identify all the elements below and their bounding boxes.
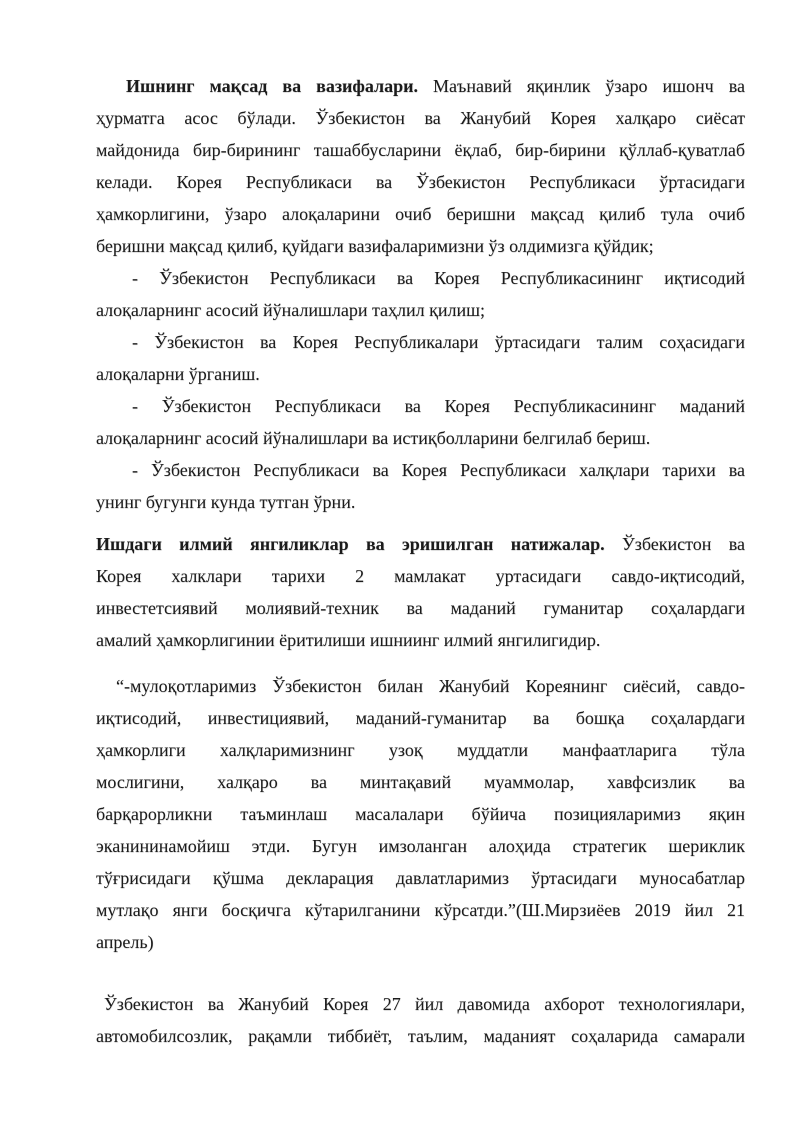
text-run: амалий ҳамкорлигинии ёритилиши ишниинг илмий янгилигидир. xyxy=(96,630,601,650)
text-line xyxy=(96,560,745,592)
text-run: иқтисодий, инвестициявий, маданий-гуманитар ва бошқа соҳалардаги xyxy=(96,708,745,728)
scientific-novelty-paragraph xyxy=(96,528,745,656)
text-line xyxy=(96,894,745,926)
text-line xyxy=(96,988,745,1020)
text-line xyxy=(96,528,745,560)
text-line xyxy=(96,166,745,198)
text-line xyxy=(96,830,745,862)
text-run: - Ўзбекистон Республикаси ва Корея Республикасининг иқтисодий xyxy=(132,268,745,288)
text-run: - Ўзбекистон Республикаси ва Корея Республикасининг маданий xyxy=(132,396,745,416)
text-line xyxy=(96,670,745,702)
text-line xyxy=(96,230,745,262)
text-line xyxy=(96,592,745,624)
text-line xyxy=(96,390,745,422)
text-run: ҳурматга асос бўлади. Ўзбекистон ва Жанубий Корея халқаро сиёсат xyxy=(96,108,745,128)
text-run: - Ўзбекистон Республикаси ва Корея Республикаси халқлари тарихи ва xyxy=(132,460,745,480)
task-list-item-2 xyxy=(96,326,745,390)
text-line xyxy=(96,422,745,454)
text-line xyxy=(96,326,745,358)
text-line xyxy=(96,702,745,734)
intro-paragraph xyxy=(96,70,745,262)
text-run: апрель) xyxy=(96,932,154,952)
text-run: беришни мақсад қилиб, қуйдаги вазифаларимизни ўз олдимизга қўйдик; xyxy=(96,236,654,256)
text-line xyxy=(96,624,745,656)
text-run: мутлақо янги босқичга кўтарилганини кўрсатди.”(Ш.Мирзиёев 2019 йил 21 xyxy=(96,900,745,920)
text-line xyxy=(96,734,745,766)
text-run: эканининамойиш этди. Бугун имзоланган алоҳида стратегик шериклик xyxy=(96,836,745,856)
task-list-item-4 xyxy=(96,454,745,518)
cooperation-paragraph xyxy=(96,988,745,1052)
text-run: инвестетсиявий молиявий-техник ва маданий гуманитар соҳалардаги xyxy=(96,598,745,618)
text-run: Корея халклари тарихи 2 мамлакат уртасидаги савдо-иқтисодий, xyxy=(96,566,745,586)
text-line xyxy=(96,486,745,518)
task-list-item-1 xyxy=(96,262,745,326)
text-run: алоқаларни ўрганиш. xyxy=(96,364,260,384)
text-run: - Ўзбекистон ва Корея Республикалари ўртасидаги талим соҳасидаги xyxy=(132,332,745,352)
text-run: Ўзбекистон ва xyxy=(604,534,745,554)
text-line xyxy=(96,262,745,294)
text-run: келади. Корея Республикаси ва Ўзбекистон Республикаси ўртасидаги xyxy=(96,172,745,192)
text-run: ҳамкорлиги халқларимизнинг узоқ муддатли манфаатларига тўла xyxy=(96,740,745,760)
text-run: алоқаларнинг асосий йўналишлари таҳлил қилиш; xyxy=(96,300,485,320)
text-run: алоқаларнинг асосий йўналишлари ва истиқболларини белгилаб бериш. xyxy=(96,428,651,448)
task-list-item-3 xyxy=(96,390,745,454)
text-run: майдонида бир-бирининг ташаббусларини ёқлаб, бир-бирини қўллаб-қуватлаб xyxy=(96,140,745,160)
text-run: автомобилсозлик, рақамли тиббиёт, таълим, маданият соҳаларида самарали xyxy=(96,1026,745,1046)
text-line xyxy=(96,102,745,134)
bold-text-run: Ишдаги илмий янгиликлар ва эришилган натижалар. xyxy=(96,534,605,554)
text-line xyxy=(96,766,745,798)
text-line xyxy=(96,926,745,958)
text-run: тўғрисидаги қўшма декларация давлатларимиз ўртасидаги муносабатлар xyxy=(96,868,745,888)
text-line xyxy=(96,294,745,326)
bold-text-run: Ишнинг мақсад ва вазифалари. xyxy=(126,76,419,96)
text-run: барқарорликни таъминлаш масалалари бўйича позицияларимиз яқин xyxy=(96,804,745,824)
text-line xyxy=(96,358,745,390)
text-line xyxy=(96,798,745,830)
text-run: мослигини, халқаро ва минтақавий муаммолар, хавфсизлик ва xyxy=(96,772,745,792)
text-line xyxy=(96,454,745,486)
text-run: ҳамкорлигини, ўзаро алоқаларини очиб беришни мақсад қилиб тула очиб xyxy=(96,204,745,224)
text-run: Ўзбекистон ва Жанубий Корея 27 йил давомида ахборот технологиялари, xyxy=(104,994,745,1014)
text-line xyxy=(96,198,745,230)
quote-paragraph xyxy=(96,670,745,958)
text-line xyxy=(96,134,745,166)
text-run: унинг бугунги кунда тутган ўрни. xyxy=(96,492,356,512)
text-line xyxy=(96,862,745,894)
text-line xyxy=(96,70,745,102)
text-line xyxy=(96,1020,745,1052)
text-run: Маънавий яқинлик ўзаро ишонч ва xyxy=(418,76,745,96)
text-run: “-мулоқотларимиз Ўзбекистон билан Жанубий Кореянинг сиёсий, савдо- xyxy=(116,676,745,696)
